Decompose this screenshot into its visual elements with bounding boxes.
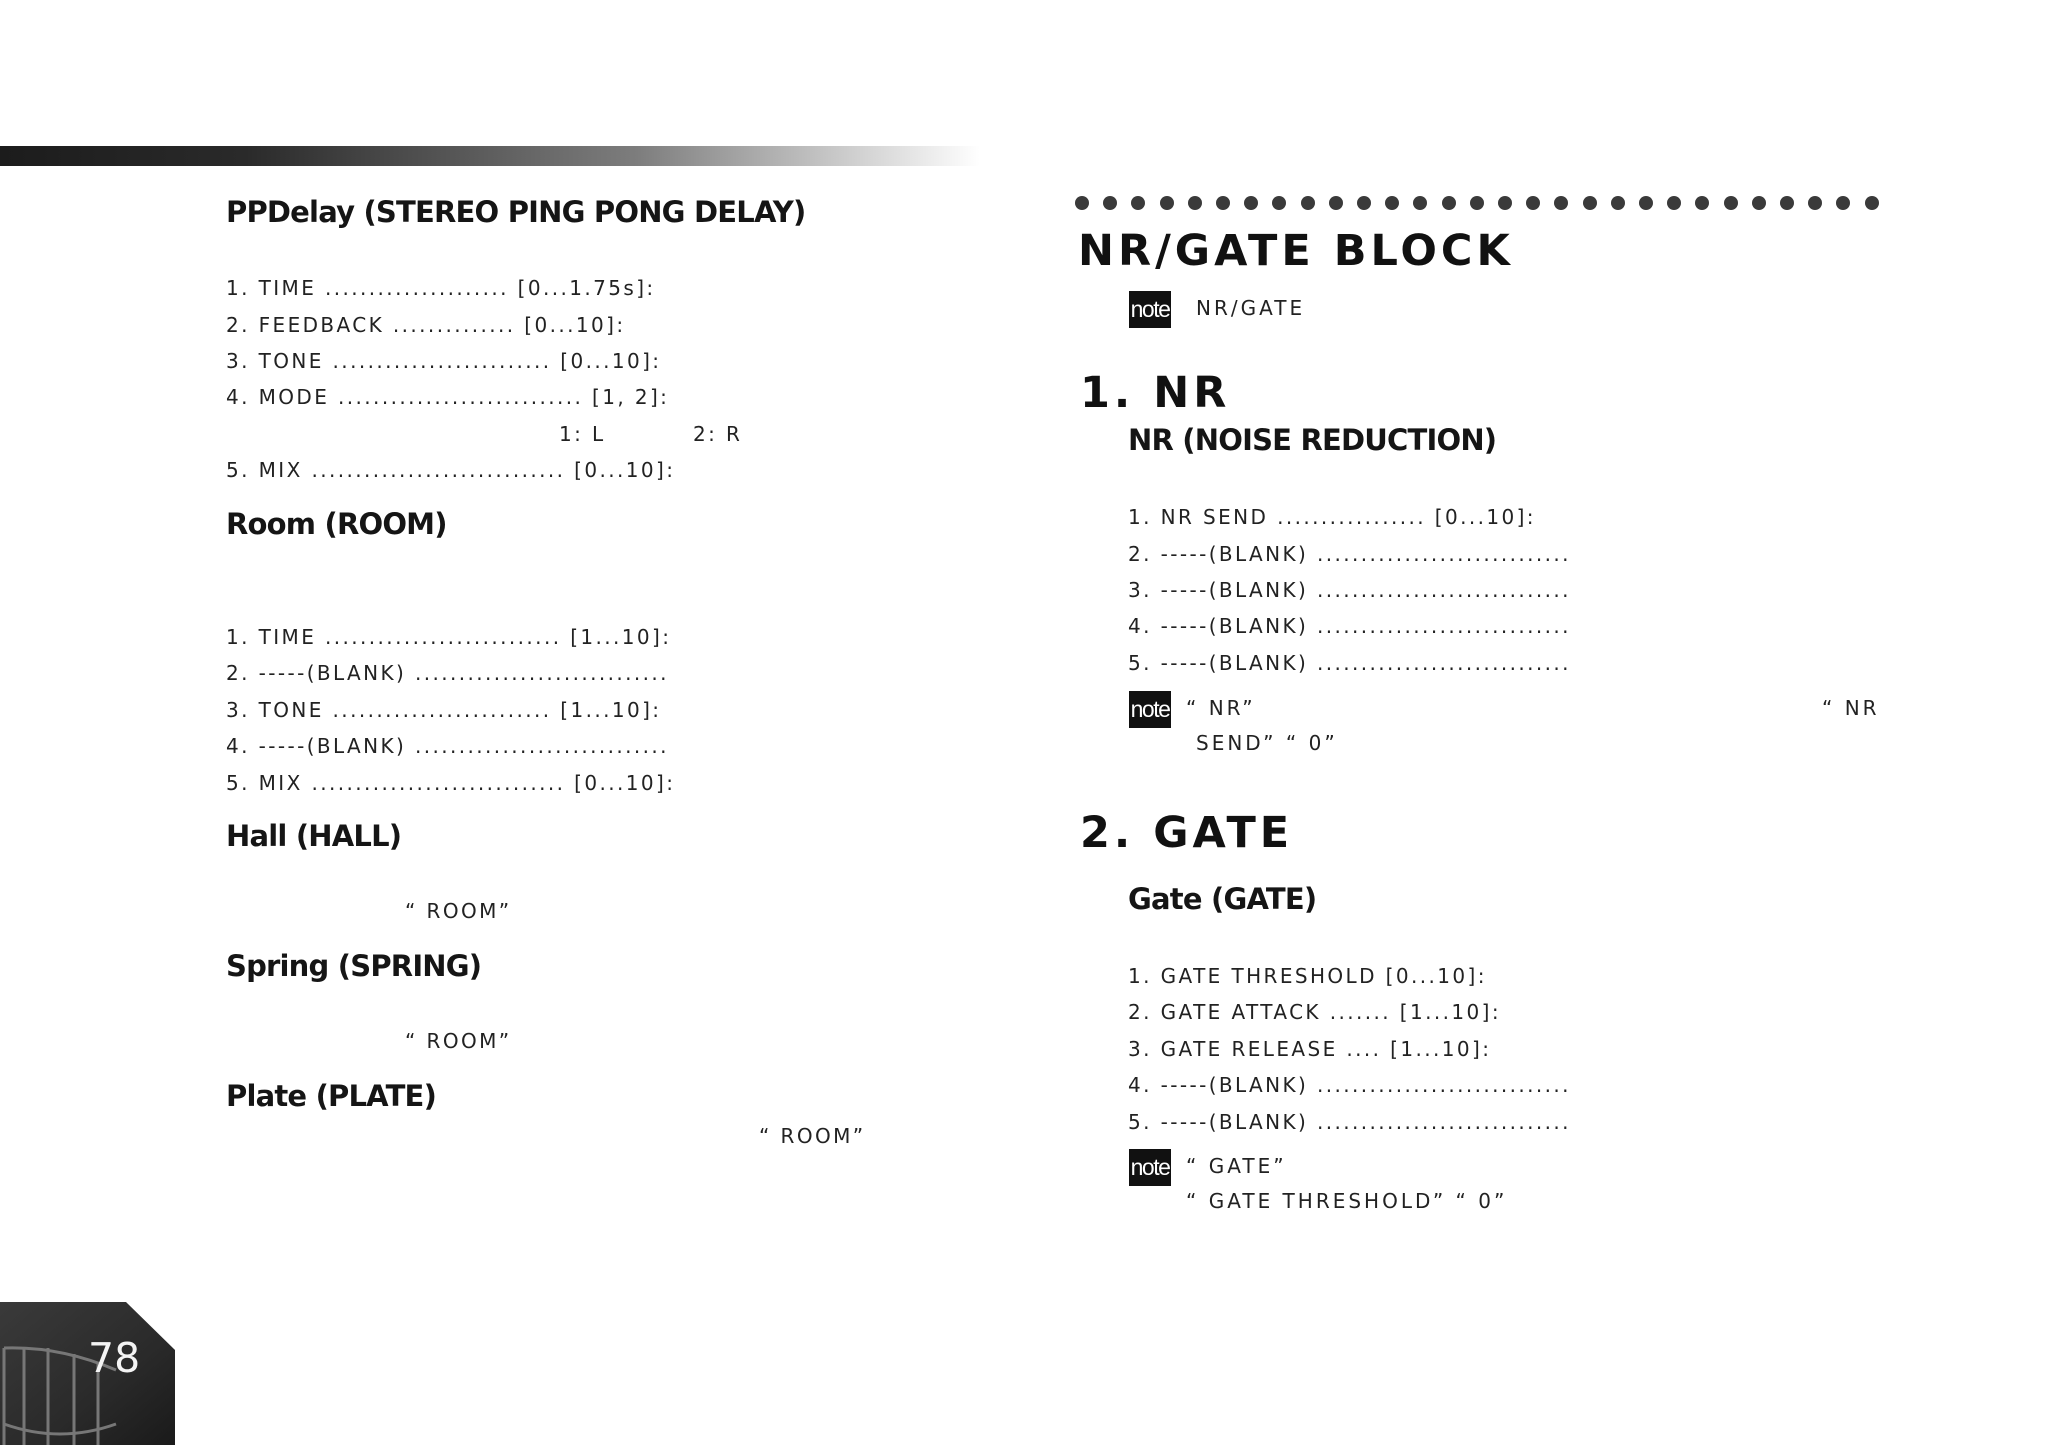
room-param-3: 3. TONE ......................... [1...10]: <box>226 698 662 722</box>
divider-dot <box>1526 196 1540 210</box>
room-param-5: 5. MIX ............................. [0...10]: <box>226 771 676 795</box>
divider-dot <box>1103 196 1117 210</box>
divider-dot <box>1413 196 1427 210</box>
divider-dot <box>1583 196 1597 210</box>
gate-param-3: 3. GATE RELEASE .... [1...10]: <box>1128 1037 1492 1061</box>
divider-dot <box>1075 196 1089 210</box>
divider-dot <box>1329 196 1343 210</box>
divider-dot <box>1357 196 1371 210</box>
block-note-text: NR/GATE <box>1196 296 1306 320</box>
nr-param-4: 4. -----(BLANK) ............................. <box>1128 614 1571 638</box>
gate-param-1: 1. GATE THRESHOLD [0...10]: <box>1128 964 1487 988</box>
ppdelay-title: PPDelay (STEREO PING PONG DELAY) <box>226 195 806 229</box>
header-gradient-bar <box>0 146 980 166</box>
room-title: Room (ROOM) <box>226 507 447 541</box>
page-number: 78 <box>88 1334 141 1382</box>
ppdelay-mode-l: 1: L <box>559 422 606 446</box>
nr-section-title: 1. NR <box>1080 368 1231 418</box>
spring-title: Spring (SPRING) <box>226 949 482 983</box>
divider-dot <box>1131 196 1145 210</box>
plate-title: Plate (PLATE) <box>226 1079 437 1113</box>
divider-dot <box>1611 196 1625 210</box>
nr-param-1: 1. NR SEND ................. [0...10]: <box>1128 505 1536 529</box>
gate-param-4: 4. -----(BLANK) ............................. <box>1128 1073 1571 1097</box>
divider-dot <box>1188 196 1202 210</box>
room-param-4: 4. -----(BLANK) ............................. <box>226 734 669 758</box>
divider-dot <box>1498 196 1512 210</box>
gate-note-line1: “ GATE” <box>1186 1154 1287 1178</box>
nr-subtitle: NR (NOISE REDUCTION) <box>1128 423 1497 457</box>
gate-subtitle: Gate (GATE) <box>1128 882 1317 916</box>
nr-note-line2: SEND” “ 0” <box>1196 731 1338 755</box>
divider-dot <box>1865 196 1879 210</box>
gate-section-title: 2. GATE <box>1080 808 1294 858</box>
plate-room-reference: “ ROOM” <box>759 1124 866 1148</box>
ppdelay-param-1: 1. TIME ..................... [0...1.75s]: <box>226 276 656 300</box>
divider-dot <box>1272 196 1286 210</box>
divider-dot <box>1695 196 1709 210</box>
divider-dot <box>1780 196 1794 210</box>
nr-param-3: 3. -----(BLANK) ............................. <box>1128 578 1571 602</box>
divider-dot <box>1385 196 1399 210</box>
gate-note-line2: “ GATE THRESHOLD” “ 0” <box>1186 1189 1508 1213</box>
divider-dot <box>1160 196 1174 210</box>
note-icon: note <box>1129 1149 1171 1186</box>
block-title: NR/GATE BLOCK <box>1078 226 1514 276</box>
nr-param-2: 2. -----(BLANK) ............................. <box>1128 542 1571 566</box>
room-param-2: 2. -----(BLANK) ............................. <box>226 661 669 685</box>
ppdelay-mode-r: 2: R <box>693 422 743 446</box>
divider-dot <box>1836 196 1850 210</box>
ppdelay-param-2: 2. FEEDBACK .............. [0...10]: <box>226 313 626 337</box>
divider-dot <box>1724 196 1738 210</box>
hall-room-reference: “ ROOM” <box>405 899 512 923</box>
divider-dot <box>1639 196 1653 210</box>
hall-title: Hall (HALL) <box>226 819 402 853</box>
divider-dot <box>1244 196 1258 210</box>
ppdelay-param-3: 3. TONE ......................... [0...10]: <box>226 349 662 373</box>
nr-note-line1: “ NR” <box>1186 696 1256 720</box>
divider-dot <box>1667 196 1681 210</box>
ppdelay-param-4: 4. MODE ............................ [1, 2]: <box>226 385 670 409</box>
divider-dot <box>1216 196 1230 210</box>
divider-dot <box>1752 196 1766 210</box>
gate-param-2: 2. GATE ATTACK ....... [1...10]: <box>1128 1000 1501 1024</box>
divider-dot <box>1808 196 1822 210</box>
spring-room-reference: “ ROOM” <box>405 1029 512 1053</box>
divider-dot <box>1442 196 1456 210</box>
note-icon: note <box>1129 291 1171 328</box>
nr-param-5: 5. -----(BLANK) ............................. <box>1128 651 1571 675</box>
nr-note-line1-right: “ NR <box>1822 696 1880 720</box>
divider-dot <box>1301 196 1315 210</box>
room-param-1: 1. TIME ........................... [1...10]: <box>226 625 672 649</box>
divider-dot <box>1554 196 1568 210</box>
note-icon: note <box>1129 691 1171 728</box>
gate-param-5: 5. -----(BLANK) ............................. <box>1128 1110 1571 1134</box>
ppdelay-param-5: 5. MIX ............................. [0...10]: <box>226 458 676 482</box>
divider-dot <box>1470 196 1484 210</box>
